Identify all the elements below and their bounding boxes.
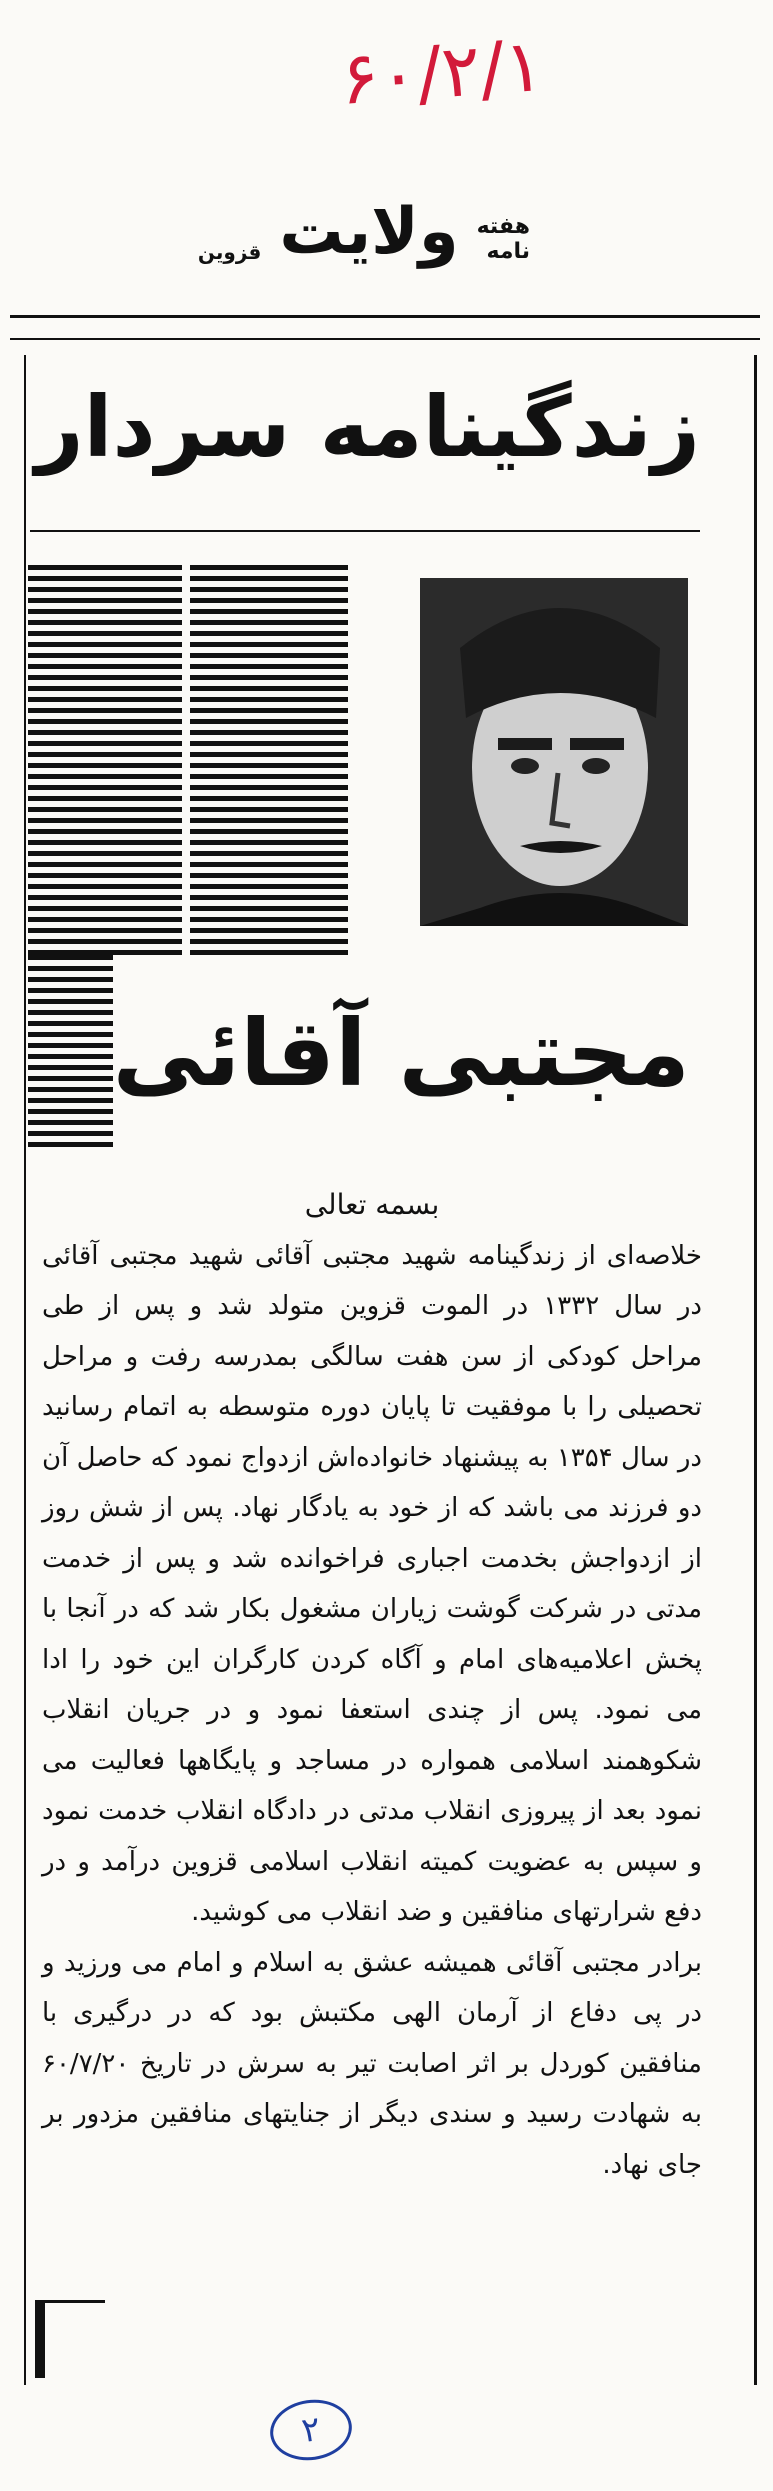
column-frame-left	[24, 355, 26, 2385]
masthead-weekly-label: هفته نامه	[476, 214, 530, 264]
article-basmala: بسمه تعالی	[304, 1188, 440, 1221]
article-paragraph-1: خلاصه‌ای از زندگینامه شهید مجتبی آقائی شهید مجتبی آقائی در سال ۱۳۳۲ در الموت قزوین متولد شد و پس از طی مراحل کودکی از سن هفت سالگی بمدرسه رفت و مراحل تحصیلی را با موفقیت تا پایان دوره متوسطه به اتمام رسانید در سال ۱۳۵۴ به پیشنهاد خانواده‌اش ازدواج نمود که حاصل آن دو فرزند می باشد که از خود به یادگار نهاد. پس از شش روز از ازدواجش بخدمت اجباری فراخوانده شد و پس از خدمت مدتی در شرکت گوشت زیاران مشغول بکار شد که در آنجا با پخش اعلامیه‌های امام و آگاه کردن کارگران این خود را ادا می نمود. پس از چندی استعفا نمود و در جریان انقلاب شکوهمند اسلامی همواره در مساجد و پایگاهها فعالیت می نمود بعد از پیروزی انقلاب مدتی در دادگاه انقلاب خدمت نمود و سپس به عضویت کمیته انقلاب اسلامی قزوین درآمد و در دفع شرارتهای منافقین و ضد انقلاب می کوشید.	[42, 1240, 703, 1927]
handwritten-date-annotation: ۶۰/۲/۱	[337, 23, 546, 121]
article-body	[42, 1180, 702, 2190]
portrait-photo	[420, 578, 688, 926]
headline-underline	[30, 530, 700, 532]
article-paragraph-2: برادر مجتبی آقائی همیشه عشق به اسلام و امام می ورزید و در پی دفاع از آرمان الهی مکتبش بود که در درگیری با منافقین کوردل بر اثر اصابت تیر به سرش در تاریخ ۶۰/۷/۲۰ به شهادت رسید و سندی دیگر از جنایتهای منافقین مزدور بر جای نهاد.	[42, 1947, 702, 2180]
masthead	[197, 195, 530, 269]
portrait-image	[420, 578, 688, 926]
decorative-stripes-small	[28, 955, 113, 1150]
corner-mark	[35, 2300, 105, 2378]
decorative-stripes	[28, 565, 348, 960]
masthead-newspaper-name: ولایت	[279, 195, 459, 269]
masthead-city: قزوین	[197, 240, 262, 264]
martyr-name-title: مجتبی آقائی	[112, 1000, 690, 1107]
column-frame-right	[754, 355, 757, 2385]
headline: زندگینامه سردار	[35, 378, 700, 476]
masthead-rule-bottom	[10, 338, 760, 340]
page-number: ۲	[266, 2395, 356, 2466]
masthead-rule-top	[10, 315, 760, 318]
